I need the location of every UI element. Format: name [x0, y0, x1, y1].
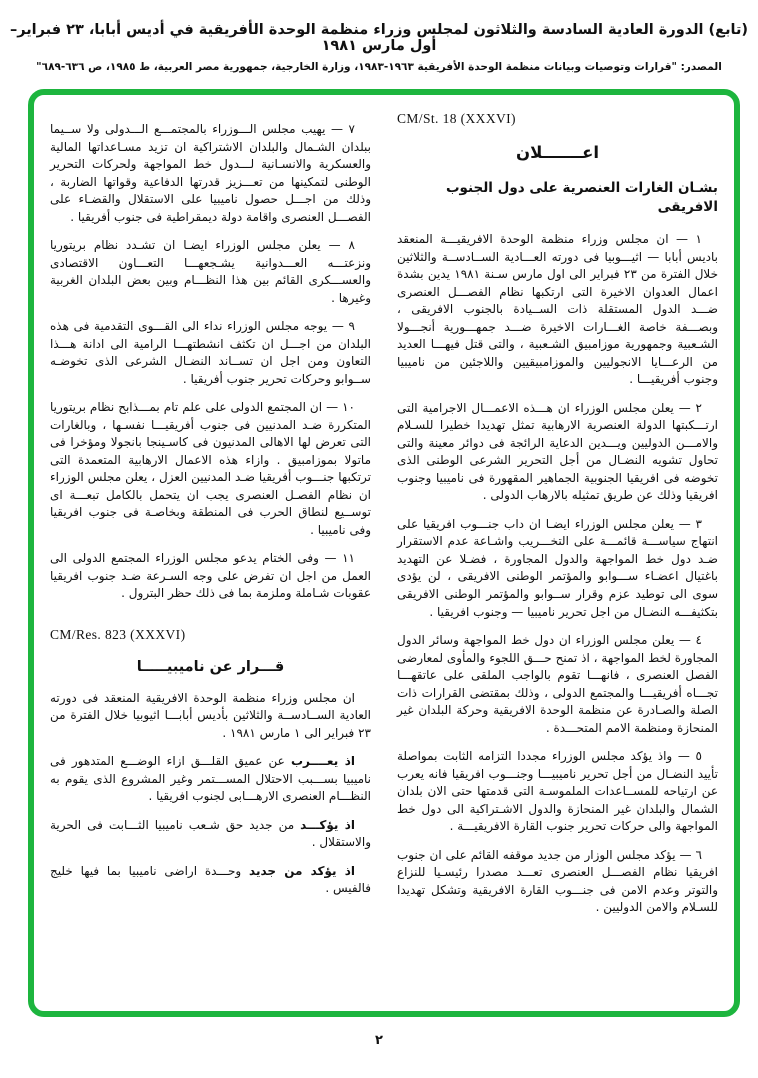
declaration-paragraph-9: ٩ — يوجه مجلس الوزراء نداء الى القـــوى التقدمية فى هذه البلدان من اجـــل ان تكثف انشطتهـــا الرامية الى ادانة هـــذا التعاون ومن اجل ان تســاند النضـال الشرعى الذى تخوضـه ســوابو وحركات تحرير جنوب أفريقيا .	[50, 319, 371, 386]
clause-lead-3: اذ يؤكد من جديد	[249, 863, 355, 878]
doc-ref-cm-res-823: CM/Res. 823 (XXXVI)	[50, 626, 186, 642]
declaration-title: اعـــــــلان	[515, 142, 599, 162]
green-border-frame	[28, 89, 740, 1017]
left-column	[50, 107, 371, 1001]
right-column	[397, 107, 718, 1001]
clause-lead-1: اذ يعــــرب	[291, 754, 355, 769]
resolution-clause-1	[50, 753, 371, 806]
clause-lead-2: اذ يؤكـــد	[300, 817, 355, 832]
page-header	[0, 0, 758, 73]
doc-ref-cm-st-18: CM/St. 18 (XXXVI)	[397, 111, 516, 126]
declaration-paragraph-6: ٦ — يؤكد مجلس الوزار من جديد موقفه القائم على ان جنوب افريقيا نظام الفصـــل العنصرى تعـــد مصدرا رئيسـيا للنزاع والتوتر وعدم الامن فى جنـــوب القارة الافريقية وتشكل تهديدا للسـلام والامن الدوليين .	[397, 847, 718, 915]
declaration-paragraph-8: ٨ — يعلن مجلس الوزراء ايضـا ان تشـدد نظام بريتوريا ونزعتـــه العـــدوانية يشـجعهـــا التعـــاون الاقتصادى والعســـكرى القائم بين هذا النظـــام وبين بعض البلدان الغربية وغيرها .	[50, 238, 371, 305]
source-citation: المصدر: "قرارات وتوصيات وبيانات منظمة الوحدة الأفريقية ١٩٦٣-١٩٨٣، وزارة الخارجية، جمهورية مصر العربية، ط ١٩٨٥، ص ٦٣٦-٦٨٩"	[36, 61, 722, 73]
resolution-clause-2	[50, 817, 371, 852]
declaration-paragraph-11: ١١ — وفى الختام يدعو مجلس الوزراء المجتمع الدولى الى العمل من اجل ان تفرض على وجه السـرعة ضـد جنوب افريقيا عقوبات شـاملة وملزمة بما فى ذلك حظر البترول .	[50, 551, 371, 601]
resolution-title: قـــرار عن ناميبيـــــا	[136, 658, 285, 675]
declaration-paragraph-10: ١٠ — ان المجتمع الدولى على علم تام بمـــذابح نظام بريتوريا المتكررة ضـد المدنيين فى جنوب أفريقيـــا نفسـها ، وبالغارات التى تعرض لها الاهالى المدنيون فى كاسـينجا بانجولا ومؤخرا فى ماتولا بموزامبيق . وازاء هذه الاعمال الارهابية المتعمدة التى ترتكبها جنـــوب أفريقيا ضـد المدنيين العزل ، يعلن مجلس الوزراء ان نظام الفصـل العنصرى يجب ان يتحمل بالكامل تبعـــة اى توســيع لنطاق الحرب فى المنطقة وبخاصـة فى جنوب افريقيا وفى ناميبيا .	[50, 400, 371, 537]
session-title: (تابع) الدورة العادية السادسة والثلاثون لمجلس وزراء منظمة الوحدة الأفريقية في أديس أبابا، ٢٣ فبراير– أول مارس ١٩٨١	[9, 22, 749, 54]
declaration-subtitle: بشـان الغارات العنصرية على دول الجنوب الافريقى	[445, 179, 718, 216]
clause-rest-3: وحـــدة اراضى ناميبيا بما فيها خليج فالفيس .	[50, 863, 371, 896]
text-columns	[50, 107, 718, 1001]
declaration-paragraph-2: ٢ — يعلن مجلس الوزراء ان هـــذه الاعمـــال الاجرامية التى ارتـــكبتها الدولة العنصرية الارهابية تمثل تهديدا خطيرا للسـلام والامـــن الدوليين ويـــدين الدعاية الرائجة فى دوائر معينة والتى تحاول تشويه النضـال من أجل التحرير الشرعى الوطنى الذى تخوضه فى افريقيا الجنوبية الجماهير المقهورة فى ناميبيا وجنوب افريقيا وذلك عن طريق تمثيله بالارهاب الدولى .	[397, 400, 718, 503]
clause-rest-1: عن عميق القلـــق ازاء الوضـــع المتدهور فى ناميبيا بســـبب الاحتلال المســـتمر وغير المشروع الذى يقوم به النظـــام العنصرى الارهـــابى لجنوب افريقيا .	[50, 754, 371, 804]
declaration-paragraph-5: ٥ — واذ يؤكد مجلس الوزراء مجددا التزامه الثابت بمواصلة تأييد النضـال من أجل تحرير ناميبيـــا وجنـــوب افريقيا فانه يعرب عن ارتياحه للمســاعدات الملموسـة التى قدمتها حتى الان بلدان الشمال والبلدان غير المنحازة والدول الاشـتراكية الى دول خط المواجهة والى حركات تحرير جنوب القارة الافريقيـــة .	[397, 749, 718, 834]
declaration-paragraph-7: ٧ — يهيب مجلس الـــوزراء بالمجتمـــع الـــدولى ولا ســيما ببلدان الشـمال والبلدان الاشتراكية ان تزيد مسـاعداتها المالية والعسكرية والانسـانية لـــدول خط المواجهة ولحركات التحرير الوطنى لتمكينها من تعـــزيز قدرتها الدفاعية وقواتها الضاربة ، وذلك من اجـــل حصول ناميبيا على الاستقلال والقضـاء على الفصـــل العنصرى واقامة دولة ديمقراطية فى جنوب أفريقيا .	[50, 122, 371, 224]
resolution-intro: ان مجلس وزراء منظمة الوحدة الافريقية المنعقد فى دورته العادية الســادســة والثلاثين بأديس أبابـــا اثيوبيا خلال الفترة من ٢٣ فبراير الى ١ مارس ١٩٨١ .	[50, 690, 371, 740]
declaration-paragraph-1: ١ — ان مجلس وزراء منظمة الوحدة الافريقيـــة المنعقد باديس أبابا — اثيـــوبيا فى دورته العـــادية الســادســة والثلاثين خلال الفترة من ٢٣ فبراير الى اول مارس سـنة ١٩٨١ يدين بشدة اعمال العدوان الاخيرة التى ارتكبها نظام الفصـــل العنصرى ضـــد الدول المستقلة ذات الســيادة بالجنوب الافريقى ، وبصـــفة خاصة الغـــارات الاخيرة ضـــد جمهـــورية أنجـــولا الشـعبية وجمهورية موزامبيق الشـعبية ، والتى قتل فيهـــا العديد من الرعـــايا الانجوليين والموزامبيقيين واللاجئين من ناميبيا وجنوب أفريقيـــا .	[397, 232, 718, 387]
resolution-clause-3	[50, 863, 371, 898]
clause-rest-2: من جديد حق شـعب ناميبيا الثـــابت فى الحرية والاستقلال .	[50, 817, 371, 850]
declaration-paragraph-4: ٤ — يعلن مجلس الوزراء ان دول خط المواجهة وسائر الدول المجاورة لخط المواجهة ، اذ تمنح حـــق اللجوء والمأوى لمعارضى الفصل العنصرى ، فانهـــا تقوم بالواجب الملقى على عاتقهـــا تجـــاه أفريقيـــا والمجتمع الدولى ، وذلك بمقتضى القرارات ذات الصلة والصـادرة عن منظمة الوحدة الافريقية وحركة البلدان غير المنحازة ومنظمة الامم المتحـــدة .	[397, 633, 718, 735]
declaration-paragraph-3: ٣ — يعلن مجلس الوزراء ايضـا ان داب جنـــوب افريقيا على انتهاج سياســـة قائمـــة على التخـــريب واشـاعة عدم الاستقرار ضـد دول خط المواجهة والدول المجاورة ، فضـلا عن التهديد باغتيال اعضـاء ســـوابو والمؤتمر الوطنى الافريقى ، لن يؤدى سوى الى توطيد عزم وقرار ســوابو والمؤتمر الوطنى الافريقى بتكثيفـــه النضـال من اجل تحرير ناميبيا — وجنوب افريقيا .	[397, 516, 718, 619]
page-number: ٢	[375, 1033, 383, 1048]
